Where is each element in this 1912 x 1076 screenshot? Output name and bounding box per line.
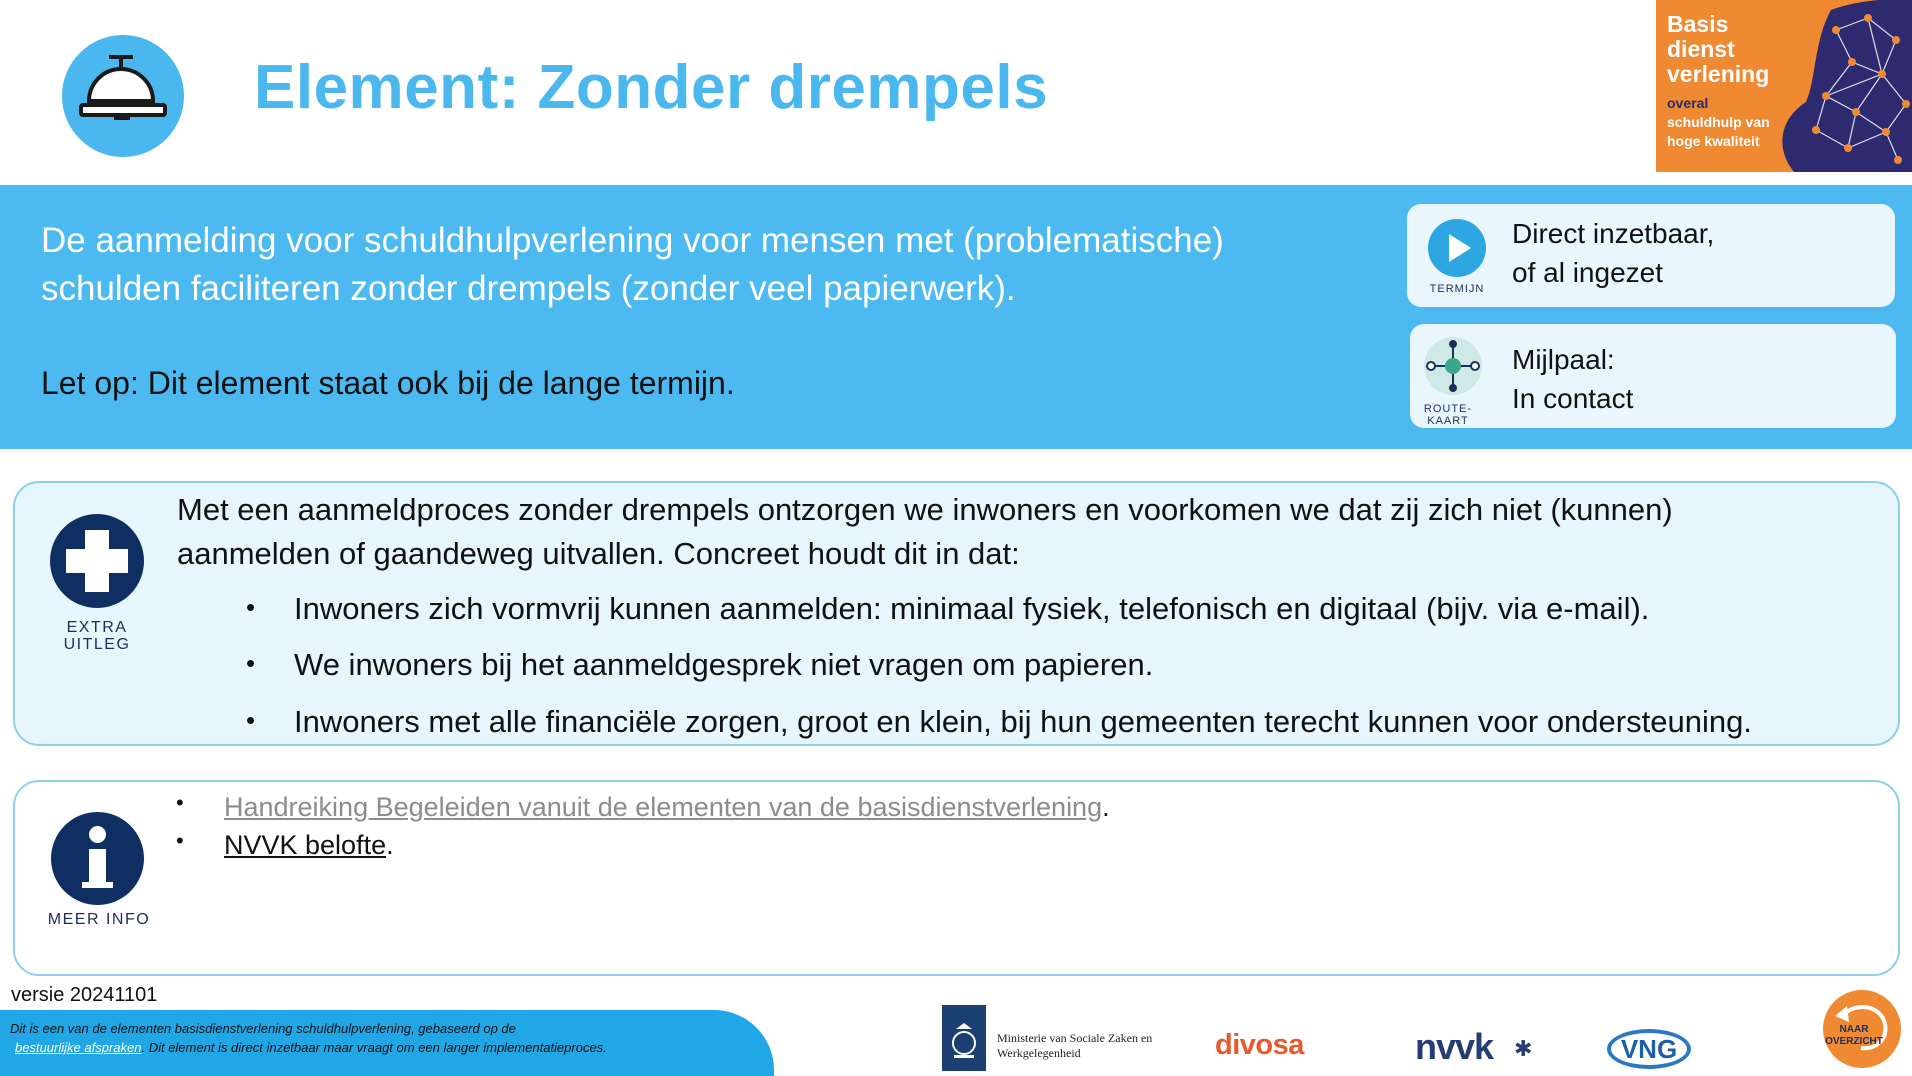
route-map-icon <box>1423 336 1483 396</box>
route-caption: KAART <box>1427 415 1469 427</box>
route-caption: ROUTE- <box>1423 403 1473 415</box>
bullet-icon: • <box>246 648 256 678</box>
intro-note: Let op: Dit element staat ook bij de lange termijn. <box>41 365 735 401</box>
page-title: Element: Zonder drempels <box>254 53 1049 122</box>
link-suffix: . <box>1102 792 1110 822</box>
bullet-icon: • <box>246 705 256 735</box>
footer-text-rest: . Dit element is direct inzetbaar maar vraagt om een langer implementatieproces. <box>141 1040 607 1055</box>
termijn-card <box>1407 204 1895 307</box>
footer-text: Dit is een van de elementen basisdienstverlening schuldhulpverlening, gebaseerd op de <box>10 1021 516 1036</box>
termijn-caption: TERMIJN <box>1429 283 1485 295</box>
route-line: Mijlpaal: <box>1512 344 1615 375</box>
list-item: Inwoners zich vormvrij kunnen aanmelden: minimaal fysiek, telefonisch en digitaal (bijv. via e-mail). <box>294 591 1650 626</box>
info-caption: MEER INFO <box>47 911 151 928</box>
brand-tagline: hoge kwaliteit <box>1667 133 1760 149</box>
brand-logo <box>1656 0 1912 172</box>
brand-tagline: overal <box>1667 95 1709 111</box>
extra-paragraph: Met een aanmeldproces zonder drempels ontzorgen we inwoners en voorkomen we dat zij zich niet (kunnen) <box>177 492 1673 527</box>
extra-caption: UITLEG <box>63 636 131 653</box>
version-label: versie 20241101 <box>11 984 158 1006</box>
extra-caption: EXTRA <box>66 619 128 636</box>
extra-paragraph: aanmelden of gaandeweg uitvallen. Concreet houdt dit in dat: <box>177 536 1020 571</box>
route-card <box>1410 324 1896 428</box>
play-icon <box>1427 218 1487 278</box>
link-suffix: . <box>386 830 394 860</box>
list-item: Inwoners met alle financiële zorgen, groot en klein, bij hun gemeenten terecht kunnen voor ondersteuning. <box>294 704 1752 739</box>
nvvk-star-icon: ✱ <box>1514 1036 1533 1061</box>
brand-line: verlening <box>1667 61 1770 87</box>
ministry-logo-text: Werkgelegenheid <box>997 1046 1081 1060</box>
handreiking-link[interactable]: Handreiking Begeleiden vanuit de elementen van de basisdienstverlening <box>224 792 1103 822</box>
brand-tagline: schuldhulp van <box>1667 114 1770 130</box>
nvvk-logo: nvvk <box>1415 1026 1494 1067</box>
route-line: In contact <box>1512 383 1634 414</box>
ministry-crest-icon <box>942 1005 986 1071</box>
naar-overzicht-label: NAAR <box>1839 1024 1869 1035</box>
brand-line: dienst <box>1667 36 1735 62</box>
nvvk-belofte-link[interactable]: NVVK belofte <box>224 830 387 860</box>
meer-info-panel <box>13 780 1900 976</box>
service-bell-icon <box>62 35 184 157</box>
extra-uitleg-panel <box>13 481 1900 746</box>
info-icon <box>51 812 144 905</box>
bullet-icon: • <box>176 790 184 815</box>
termijn-line: of al ingezet <box>1512 257 1663 288</box>
bestuurlijke-afspraken-link[interactable]: bestuurlijke afspraken <box>15 1040 142 1055</box>
ministry-logo-text: Ministerie van Sociale Zaken en <box>997 1031 1153 1045</box>
vng-logo: VNG <box>1607 1029 1691 1069</box>
divosa-logo: divosa <box>1215 1029 1304 1061</box>
brand-line: Basis <box>1667 11 1729 37</box>
naar-overzicht-label: OVERZICHT <box>1825 1036 1883 1047</box>
intro-text: De aanmelding voor schuldhulpverlening voor mensen met (problematische) <box>41 221 1224 260</box>
termijn-line: Direct inzetbaar, <box>1512 218 1715 249</box>
intro-text: schulden faciliteren zonder drempels (zonder veel papierwerk). <box>41 269 1016 308</box>
bullet-icon: • <box>246 592 256 622</box>
list-item: We inwoners bij het aanmeldgesprek niet vragen om papieren. <box>294 647 1154 682</box>
plus-icon <box>50 514 144 608</box>
bullet-icon: • <box>176 828 184 853</box>
footer-text <box>10 1040 607 1055</box>
